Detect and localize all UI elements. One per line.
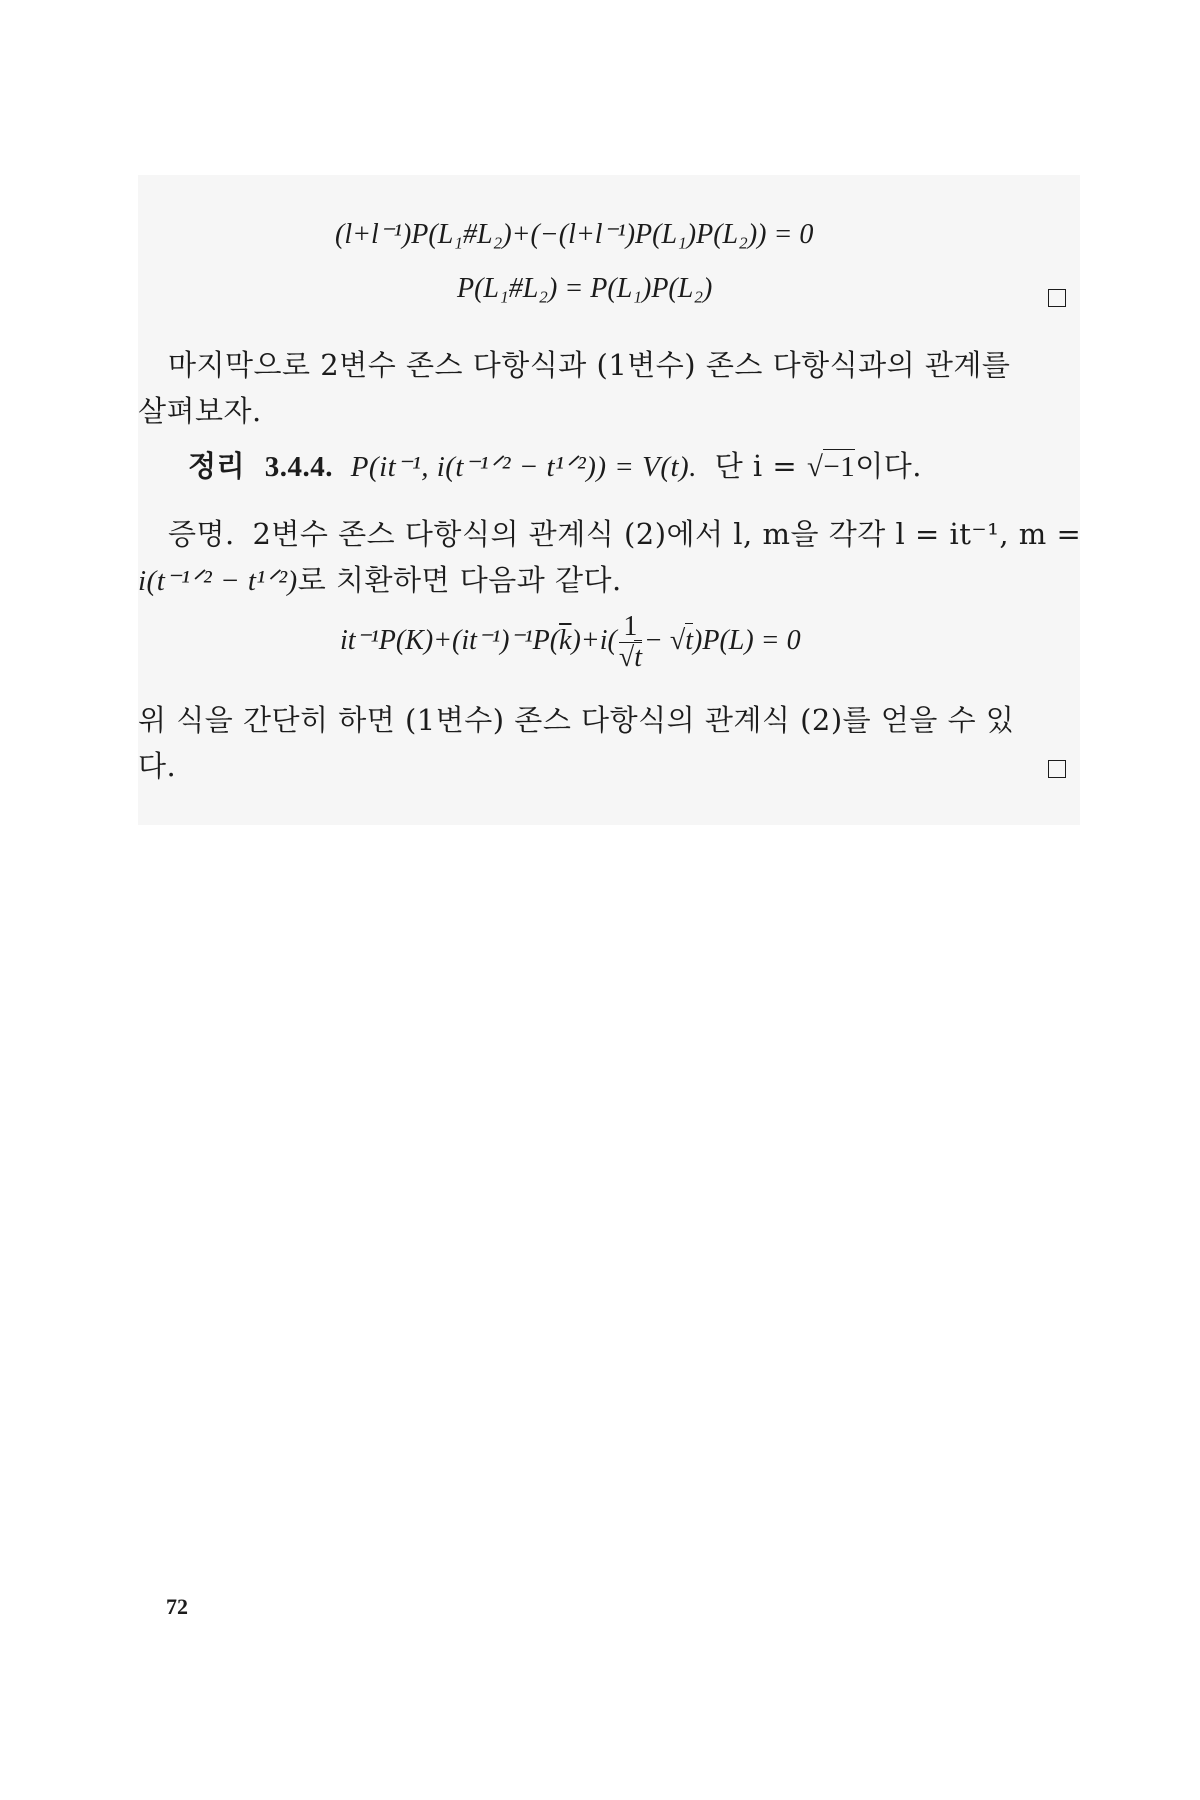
eq3-left: it⁻¹P(K)+(it⁻¹)⁻¹P(	[340, 624, 560, 656]
proof-line-2-formula: i(t⁻¹ᐟ² − t¹ᐟ²)	[138, 565, 298, 597]
equation-line-2: P(L₁#L₂) = P(L₁)P(L₂)	[457, 273, 713, 304]
sqrt-sign: √	[618, 642, 635, 673]
eq3-frac-num: 1	[619, 612, 642, 643]
eq3-right-a: −	[643, 624, 670, 656]
sqrt-sign: √	[806, 451, 824, 483]
eq3-kbar: $\overline{k}$	[559, 624, 572, 656]
proof-line-2-text: 로 치환하면 다음과 같다.	[297, 563, 622, 597]
eq3-right-sqrt: t	[685, 624, 694, 656]
eq3-right-b: )P(L) = 0	[693, 624, 801, 656]
eq3-mid: )+i(	[571, 624, 617, 656]
paragraph-2-line-1: 위 식을 간단히 하면 (1변수) 존스 다항식의 관계식 (2)를 얻을 수 있	[138, 703, 1015, 737]
theorem-sqrt: −1	[823, 451, 856, 483]
paragraph-1-line-2: 살펴보자.	[138, 394, 262, 428]
proof-line-1	[168, 514, 1081, 554]
eq3-frac-den-wrap	[619, 643, 642, 673]
theorem-note-prefix: 단 i =	[714, 449, 807, 483]
page-number: 72	[166, 1594, 188, 1619]
qed-box	[1048, 760, 1066, 778]
theorem-statement	[188, 446, 922, 487]
eq3-fraction	[619, 612, 642, 673]
eq3-frac-den: t	[634, 642, 642, 673]
theorem-formula: P(it⁻¹, i(t⁻¹ᐟ² − t¹ᐟ²)) = V(t).	[350, 451, 697, 483]
equation-line-1: (l+l⁻¹)P(L₁#L₂)+(−(l+l⁻¹)P(L₁)P(L₂)) = 0	[335, 219, 814, 250]
equation-line-3	[340, 612, 801, 673]
theorem-number: 3.4.4.	[264, 451, 333, 483]
qed-box	[1048, 289, 1066, 307]
theorem-note-suffix: 이다.	[855, 449, 922, 483]
paragraph-1-line-1: 마지막으로 2변수 존스 다항식과 (1변수) 존스 다항식과의 관계를	[168, 348, 1011, 382]
sqrt-sign: √	[669, 624, 686, 656]
theorem-label: 정리	[188, 449, 246, 483]
paragraph-2-line-2: 다.	[138, 749, 177, 783]
proof-label: 증명.	[168, 517, 235, 551]
proof-line-1-text: 2변수 존스 다항식의 관계식 (2)에서 l, m을 각각 l = it⁻¹, m =	[252, 517, 1082, 551]
proof-line-2	[138, 560, 622, 601]
